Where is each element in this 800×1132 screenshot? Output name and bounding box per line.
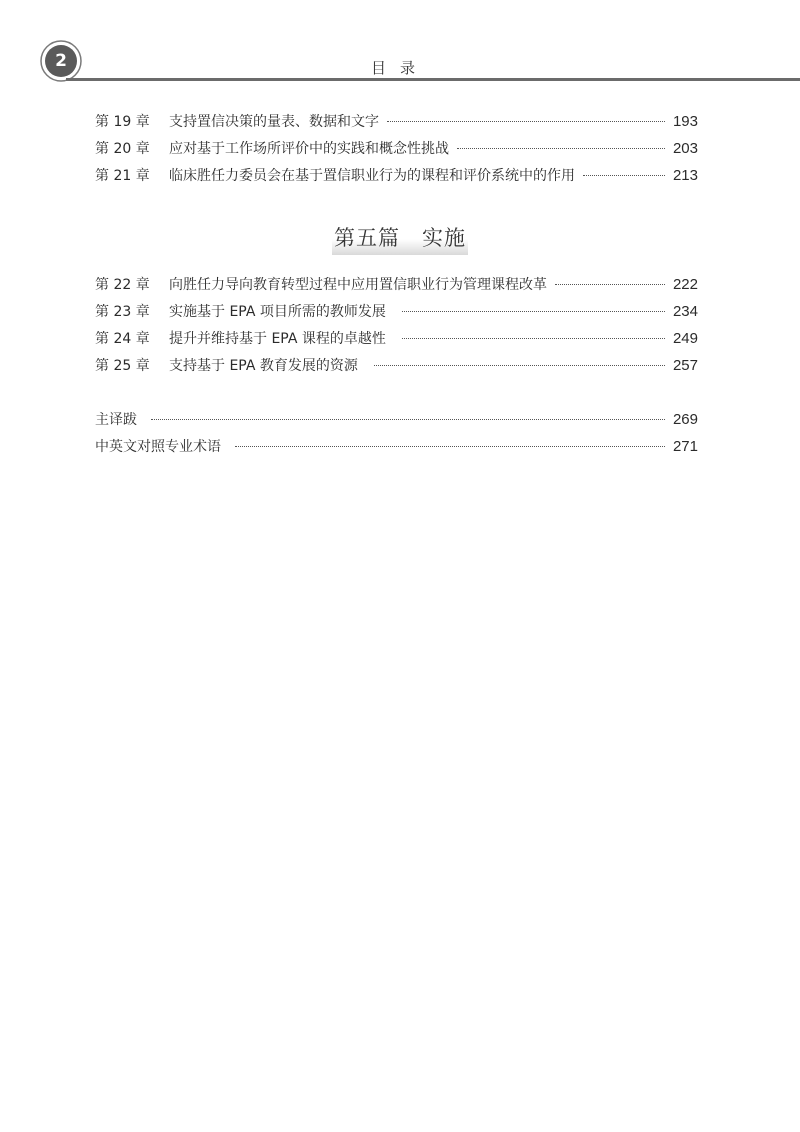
chapter-number: 第 19 章: [95, 114, 150, 130]
page-header: [0, 0, 800, 90]
dot-leader: [235, 445, 665, 447]
running-title: 目录: [370, 59, 429, 77]
header-rule: [66, 78, 800, 81]
toc-entry-ch23[interactable]: [95, 300, 698, 324]
dot-leader: [374, 364, 665, 366]
dot-leader: [457, 147, 665, 149]
chapter-number: 第 25 章: [95, 358, 150, 374]
chapter-title: 支持置信决策的量表、数据和文字: [169, 114, 379, 130]
chapter-number: 第 21 章: [95, 168, 150, 184]
page-reference: 193: [672, 113, 698, 130]
chapter-title: 向胜任力导向教育转型过程中应用置信职业行为管理课程改革: [169, 277, 547, 293]
part-heading: [0, 220, 800, 255]
chapter-title: 临床胜任力委员会在基于置信职业行为的课程和评价系统中的作用: [169, 168, 575, 184]
dot-leader: [402, 310, 665, 312]
part-heading-text: 第五篇 实施: [332, 220, 468, 255]
chapter-title: 应对基于工作场所评价中的实践和概念性挑战: [169, 141, 449, 157]
dot-leader: [151, 418, 665, 420]
dot-leader: [387, 120, 665, 122]
page-reference: 203: [672, 140, 698, 157]
toc-entry-ch19[interactable]: [95, 110, 698, 134]
chapter-number: 第 20 章: [95, 141, 150, 157]
entry-title: 主译跋: [95, 412, 137, 428]
entry-title: 中英文对照专业术语: [95, 439, 221, 455]
chapter-number: 第 22 章: [95, 277, 150, 293]
page-reference: 271: [672, 438, 698, 455]
page-reference: 213: [672, 167, 698, 184]
dot-leader: [402, 337, 665, 339]
toc-entry-ch22[interactable]: [95, 273, 698, 297]
toc-entry-ch20[interactable]: [95, 137, 698, 161]
chapter-title: 提升并维持基于 EPA 课程的卓越性: [169, 331, 386, 347]
dot-leader: [555, 283, 665, 285]
toc-entry-glossary[interactable]: [95, 435, 698, 459]
page-reference: 222: [672, 276, 698, 293]
dot-leader: [583, 174, 665, 176]
chapter-title: 实施基于 EPA 项目所需的教师发展: [169, 304, 386, 320]
toc-entry-ch25[interactable]: [95, 354, 698, 378]
page-reference: 249: [672, 330, 698, 347]
toc-entry-translator-postscript[interactable]: [95, 408, 698, 432]
chapter-number: 第 23 章: [95, 304, 150, 320]
chapter-number: 第 24 章: [95, 331, 150, 347]
toc-entry-ch21[interactable]: [95, 164, 698, 188]
page-reference: 257: [672, 357, 698, 374]
chapter-title: 支持基于 EPA 教育发展的资源: [169, 358, 358, 374]
page-number: 2: [55, 51, 67, 71]
toc-entry-ch24[interactable]: [95, 327, 698, 351]
page-reference: 234: [672, 303, 698, 320]
page-reference: 269: [672, 411, 698, 428]
